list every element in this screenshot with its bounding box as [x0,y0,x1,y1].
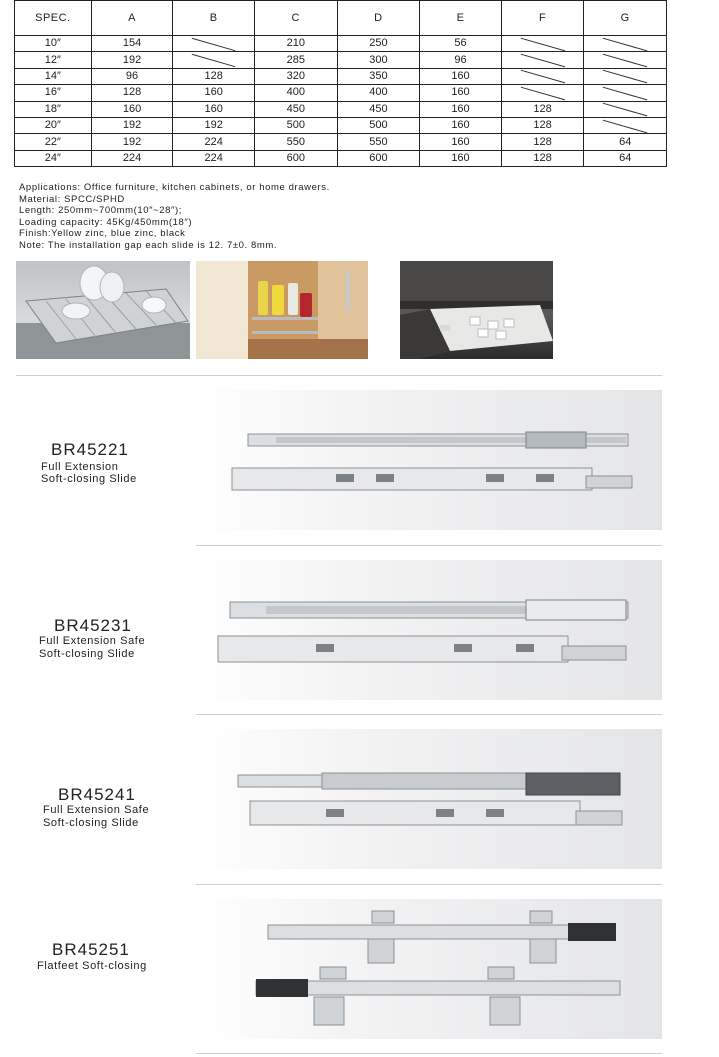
cell-f: 128 [501,101,584,117]
product-panel-br45241 [196,729,662,869]
photo-cutlery-drawer [400,261,553,359]
cell-a: 192 [91,134,173,150]
cell-b: 160 [173,101,255,117]
section-divider [196,545,662,546]
product-description-line: Full Extension Safe [39,635,146,647]
note-finish: Finish:Yellow zinc, blue zinc, black [19,228,186,240]
note-loading-capacity: Loading capacity: 45Kg/450mm(18″) [19,216,193,228]
spec-size: 20″ [15,117,92,133]
cell-f: 128 [501,117,584,133]
section-divider [16,375,662,376]
cell-b: 160 [173,85,255,101]
spec-size: 14″ [15,68,92,84]
cell-a: 96 [91,68,173,84]
model-number: BR45231 [54,616,132,635]
cell-a: 160 [91,101,173,117]
cell-e: 160 [420,150,502,166]
cell-c: 320 [254,68,337,84]
cell-e: 160 [420,85,502,101]
col-spec: SPEC. [15,1,92,36]
cell-d: 450 [337,101,420,117]
slide-image-br45241 [196,729,662,869]
note-installation-gap: Note: The installation gap each slide is 12. 7±0. 8mm. [19,239,278,251]
note-applications: Applications: Office furniture, kitchen cabinets, or home drawers. [19,182,330,193]
cell-d: 500 [337,117,420,133]
cell-b-na [173,36,255,52]
spec-size: 24″ [15,150,92,166]
slide-image-br45221 [196,390,662,530]
cell-f-na [501,52,584,68]
cell-e: 56 [420,36,502,52]
cell-g: 64 [584,134,667,150]
spec-table [14,0,667,167]
cell-f: 128 [501,134,584,150]
section-divider [196,1053,662,1054]
table-row [15,68,667,84]
product-description-line: Soft-closing Slide [43,817,139,829]
cell-f-na [501,36,584,52]
cell-e: 160 [420,68,502,84]
spec-notes [19,182,330,252]
cell-f-na [501,85,584,101]
cell-c: 450 [254,101,337,117]
section-divider [196,714,662,715]
slide-image-br45231 [196,560,662,700]
cell-f-na [501,68,584,84]
cell-c: 500 [254,117,337,133]
cell-c: 210 [254,36,337,52]
table-row [15,101,667,117]
cell-c: 600 [254,150,337,166]
cell-g-na [584,85,667,101]
cell-e: 96 [420,52,502,68]
cell-g-na [584,52,667,68]
note-material: Material: SPCC/SPHD [19,193,125,205]
cell-a: 128 [91,85,173,101]
cell-c: 550 [254,134,337,150]
cell-a: 224 [91,150,173,166]
product-description-line: Soft-closing Slide [41,473,137,485]
product-panel-br45231 [196,560,662,700]
table-row [15,52,667,68]
table-row [15,117,667,133]
cell-b: 128 [173,68,255,84]
cell-b: 224 [173,134,255,150]
cell-d: 300 [337,52,420,68]
cell-d: 600 [337,150,420,166]
cell-g-na [584,68,667,84]
cell-g-na [584,36,667,52]
product-description-line: Soft-closing Slide [39,648,135,660]
cell-d: 350 [337,68,420,84]
cell-d: 550 [337,134,420,150]
cell-a: 192 [91,117,173,133]
cell-d: 400 [337,85,420,101]
photo-pullout-bottle-rack [196,261,368,359]
product-panel-br45221 [196,390,662,530]
table-row [15,150,667,166]
section-divider [196,884,662,885]
spec-size: 18″ [15,101,92,117]
table-row [15,134,667,150]
col-g: G [584,1,667,36]
col-b: B [173,1,255,36]
col-d: D [337,1,420,36]
slide-image-br45251 [196,899,662,1039]
product-panel-br45251 [196,899,662,1039]
cell-d: 250 [337,36,420,52]
spec-header-row [15,1,667,36]
cell-g-na [584,117,667,133]
note-length: Length: 250mm~700mm(10″~28″); [19,205,183,217]
cell-g-na [584,101,667,117]
spec-size: 22″ [15,134,92,150]
cell-f: 128 [501,150,584,166]
cell-e: 160 [420,101,502,117]
cell-g: 64 [584,150,667,166]
model-number: BR45241 [58,785,136,804]
cell-b: 192 [173,117,255,133]
col-e: E [420,1,502,36]
spec-size: 12″ [15,52,92,68]
cell-b: 224 [173,150,255,166]
cell-e: 160 [420,134,502,150]
col-f: F [501,1,584,36]
model-number: BR45221 [51,440,129,459]
model-number: BR45251 [52,940,130,959]
product-description-line: Full Extension Safe [43,804,150,816]
photo-dish-basket-drawer [16,261,190,359]
product-description-line: Full Extension [41,461,119,473]
col-c: C [254,1,337,36]
product-description-line: Flatfeet Soft-closing [37,960,147,972]
spec-size: 10″ [15,36,92,52]
col-a: A [91,1,173,36]
table-row [15,85,667,101]
cell-a: 192 [91,52,173,68]
spec-size: 16″ [15,85,92,101]
cell-c: 285 [254,52,337,68]
cell-e: 160 [420,117,502,133]
cell-c: 400 [254,85,337,101]
cell-a: 154 [91,36,173,52]
table-row [15,36,667,52]
cell-b-na [173,52,255,68]
